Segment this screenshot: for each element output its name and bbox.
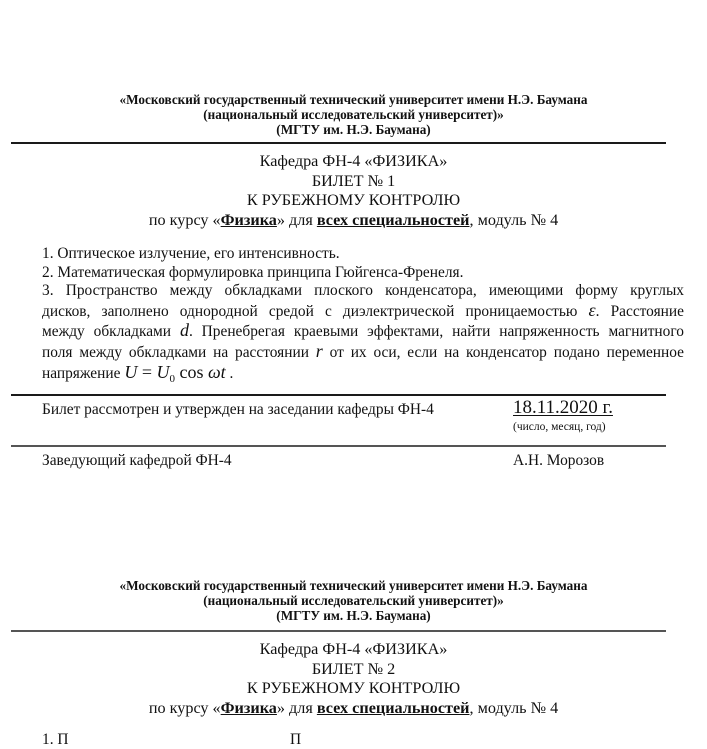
q3-text: напряжение [42, 364, 121, 382]
department-title: Кафедра ФН-4 «ФИЗИКА» [259, 640, 448, 658]
department-title: Кафедра ФН-4 «ФИЗИКА» [259, 152, 448, 170]
d-symbol: d [179, 320, 189, 341]
date-hint: (число, месяц, год) [513, 421, 606, 433]
university-line-2: (национальный исследовательский университет)» [203, 107, 504, 122]
question-1-partial-b: П [290, 731, 302, 748]
formula-subscript: 0 [169, 372, 175, 385]
university-line-3: (МГТУ им. Н.Э. Баумана) [276, 608, 431, 623]
question-3-line-2 [42, 301, 684, 322]
q3-text: . Пренебрегая краевыми эффектами, найти напряженность магнитного [188, 323, 684, 341]
question-3 [42, 282, 684, 388]
head-role: Заведующий кафедрой ФН-4 [42, 452, 232, 469]
approval-date: 18.11.2020 г. [513, 397, 613, 418]
course-line [0, 211, 707, 231]
formula-cos: cos [174, 361, 208, 382]
university-line-1: «Московский государственный технический университет имени Н.Э. Баумана [119, 92, 588, 107]
ticket-header [0, 152, 707, 230]
course-prefix: по курсу « [148, 698, 221, 717]
header-divider [11, 630, 666, 632]
course-prefix: по курсу « [148, 210, 221, 229]
question-3-line-5 [42, 363, 684, 389]
course-line [0, 699, 707, 719]
university-name-block [0, 578, 707, 623]
header-divider [11, 142, 666, 144]
r-symbol: r [315, 340, 323, 361]
formula-omega-t: ωt [207, 361, 226, 382]
formula-U0: U [156, 361, 170, 382]
course-name: Физика [220, 210, 277, 229]
control-title: К РУБЕЖНОМУ КОНТРОЛЮ [246, 191, 461, 209]
q3-text: от их оси, если на конденсатор подано переменное [329, 343, 684, 361]
question-3-line-1: 3. Пространство между обкладками плоского конденсатора, имеющими форму круглых [42, 282, 684, 300]
q3-text: поля между обкладками на расстоянии [42, 343, 309, 361]
ticket-number: БИЛЕТ № 2 [311, 659, 396, 678]
question-3-line-4 [42, 342, 684, 363]
q3-text: дисков, заполнено однородной средой с диэлектрической проницаемостью [42, 302, 578, 320]
q3-text: между обкладками [42, 323, 172, 341]
university-line-3: (МГТУ им. Н.Э. Баумана) [276, 122, 431, 137]
head-name: А.Н. Морозов [513, 452, 605, 469]
signature-divider [11, 445, 666, 447]
approval-text: Билет рассмотрен и утвержден на заседании кафедры ФН-4 [42, 401, 434, 418]
formula-U: U [124, 361, 138, 382]
epsilon-symbol: ε [588, 299, 596, 320]
question-2: 2. Математическая формулировка принципа Гюйгенса-Френеля. [42, 263, 464, 281]
specialties: всех специальностей [316, 698, 470, 717]
question-3-line-3 [42, 321, 684, 342]
q3-text: . Расстояние [595, 302, 684, 320]
course-mid: » для [276, 698, 317, 717]
control-title: К РУБЕЖНОМУ КОНТРОЛЮ [246, 679, 461, 697]
university-name-block [0, 92, 707, 137]
question-1-partial: 1. П [42, 731, 69, 748]
approval-divider [11, 394, 666, 396]
questions-list [42, 245, 684, 388]
formula-equals: = [137, 361, 157, 382]
specialties: всех специальностей [316, 210, 470, 229]
course-mid: » для [276, 210, 317, 229]
q3-text: . [225, 364, 234, 382]
ticket-header [0, 640, 707, 718]
question-1: 1. Оптическое излучение, его интенсивность. [42, 245, 340, 262]
module-number: , модуль № 4 [469, 698, 559, 717]
university-line-1: «Московский государственный технический университет имени Н.Э. Баумана [119, 578, 588, 593]
ticket-number: БИЛЕТ № 1 [311, 171, 396, 190]
university-line-2: (национальный исследовательский университет)» [203, 593, 504, 608]
module-number: , модуль № 4 [469, 210, 559, 229]
course-name: Физика [220, 698, 277, 717]
